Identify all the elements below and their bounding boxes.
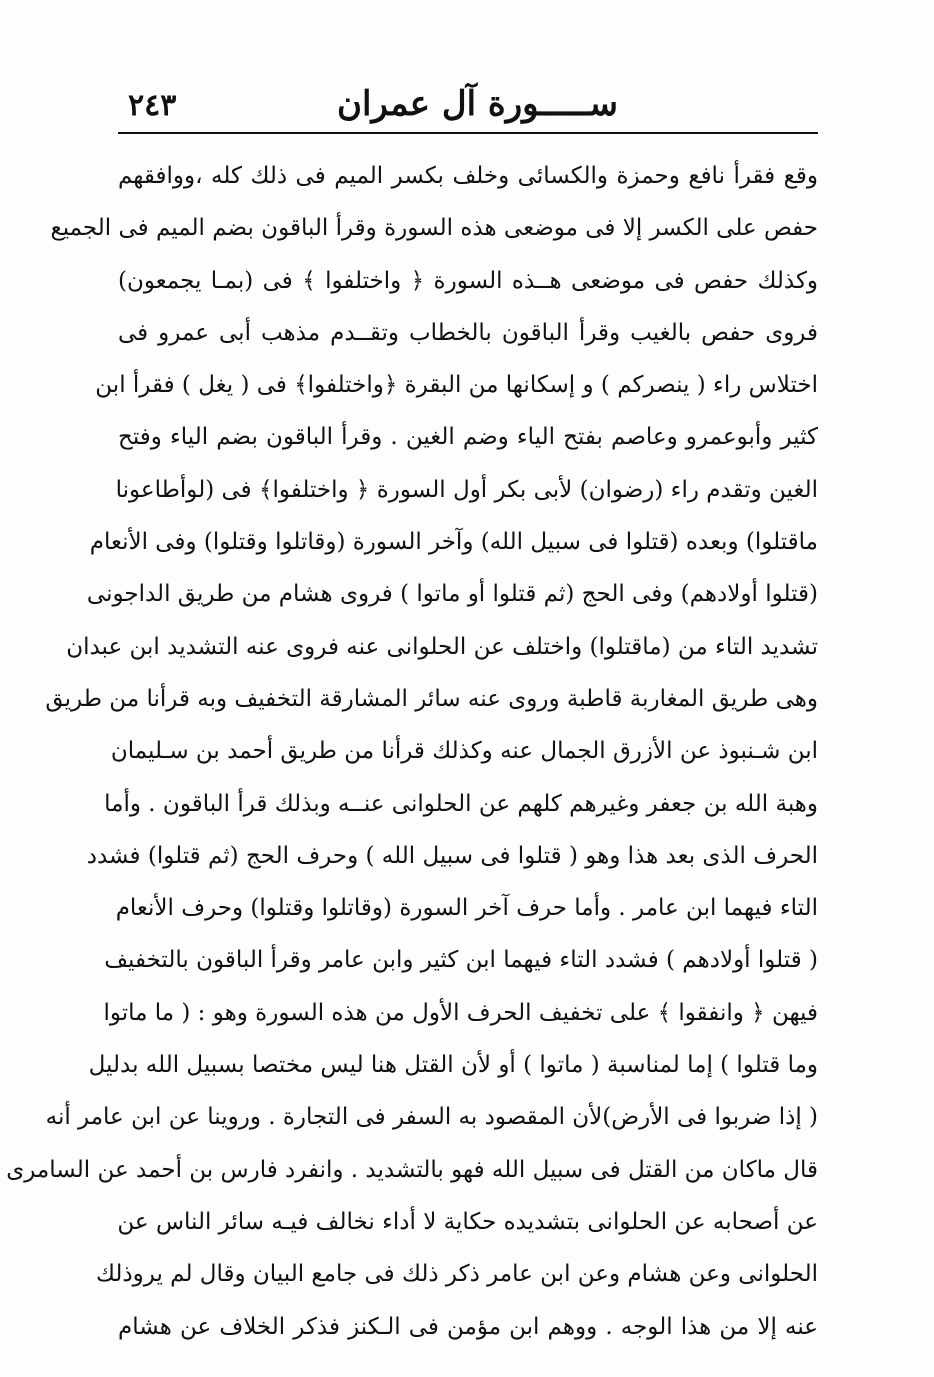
text-line: تشديد التاء من (ماقتلوا) واختلف عن الحلوانى عنه فروى عنه التشديد ابن عبدان	[66, 633, 818, 660]
text-line: وهى طريق المغاربة قاطبة وروى عنه سائر المشارقة التخفيف وبه قرأنا من طريق	[45, 685, 818, 712]
text-line: فروى حفص بالغيب وقرأ الباقون بالخطاب وتقــدم مذهب أبى عمرو فى	[118, 319, 818, 346]
text-line: حفص على الكسر إلا فى موضعى هذه السورة وقرأ الباقون بضم الميم فى الجميع	[50, 215, 818, 242]
page-number: ٢٤٣	[128, 88, 177, 123]
text-line: كثير وأبوعمرو وعاصم بفتح الياء وضم الغين . وقرأ الباقون بضم الياء وفتح	[118, 424, 818, 451]
body-text	[6, 150, 818, 1353]
text-line: الغين وتقدم راء (رضوان) لأبى بكر أول السورة ﴿ واختلفوا﴾ فى (لوأطاعونا	[115, 476, 818, 503]
text-line: فيهن ﴿ وانفقوا ﴾ على تخفيف الحرف الأول من هذه السورة وهو : ( ما ماتوا	[103, 999, 818, 1026]
text-line: عنه إلا من هذا الوجه . ووهم ابن مؤمن فى الـكنز فذكر الخلاف عن هشام	[118, 1313, 818, 1340]
text-line: وما قتلوا ) إما لمناسبة ( ماتوا ) أو لأن القتل هنا ليس مختصا بسبيل الله بدليل	[88, 1052, 818, 1079]
text-line: التاء فيهما ابن عامر . وأما حرف آخر السورة (وقاتلوا وقتلوا) وحرف الأنعام	[115, 895, 818, 922]
text-line: (قتلوا أولادهم) وفى الحج (ثم قتلوا أو ماتوا ) فروى هشام من طريق الداجونى	[86, 581, 818, 608]
text-line: الحلوانى وعن هشام وعن ابن عامر ذكر ذلك فى جامع البيان وقال لم يروذلك	[96, 1261, 818, 1288]
page-header	[118, 78, 818, 128]
text-line: عن أصحابه عن الحلوانى بتشديده حكاية لا أداء نخالف فيـه سائر الناس عن	[117, 1208, 818, 1235]
header-rule	[118, 132, 818, 134]
surah-title: ســـــورة آل عمران	[336, 84, 618, 124]
text-line: ( قتلوا أولادهم ) فشدد التاء فيهما ابن كثير وابن عامر وقرأ الباقون بالتخفيف	[104, 947, 818, 974]
text-line: وهبة الله بن جعفر وغيرهم كلهم عن الحلوانى عنــه وبذلك قرأ الباقون . وأما	[104, 790, 818, 817]
text-line: الحرف الذى بعد هذا وهو ( قتلوا فى سبيل الله ) وحرف الحج (ثم قتلوا) فشدد	[86, 842, 818, 869]
text-line: وكذلك حفص فى موضعى هــذه السورة ﴿ واختلفوا ﴾ فى (بمـا يجمعون)	[118, 267, 818, 294]
text-line: ماقتلوا) وبعده (قتلوا فى سبيل الله) وآخر السورة (وقاتلوا وقتلوا) وفى الأنعام	[89, 529, 818, 556]
text-line: اختلاس راء ( ينصركم ) و إسكانها من البقرة ﴿واختلفوا﴾ فى ( يغل ) فقرأ ابن	[95, 372, 818, 399]
text-line: ( إذا ضربوا فى الأرض)لأن المقصود به السفر فى التجارة . وروينا عن ابن عامر أنه	[45, 1104, 818, 1131]
text-line: ابن شـنبوذ عن الأزرق الجمال عنه وكذلك قرأنا من طريق أحمد بن سـليمان	[110, 738, 818, 765]
text-line: قال ماكان من القتل فى سبيل الله فهو بالتشديد . وانفرد فارس بن أحمد عن السامرى	[6, 1156, 818, 1183]
text-line: وقع فقرأ نافع وحمزة والكسائى وخلف بكسر الميم فى ذلك كله ،ووافقهم	[118, 163, 818, 189]
